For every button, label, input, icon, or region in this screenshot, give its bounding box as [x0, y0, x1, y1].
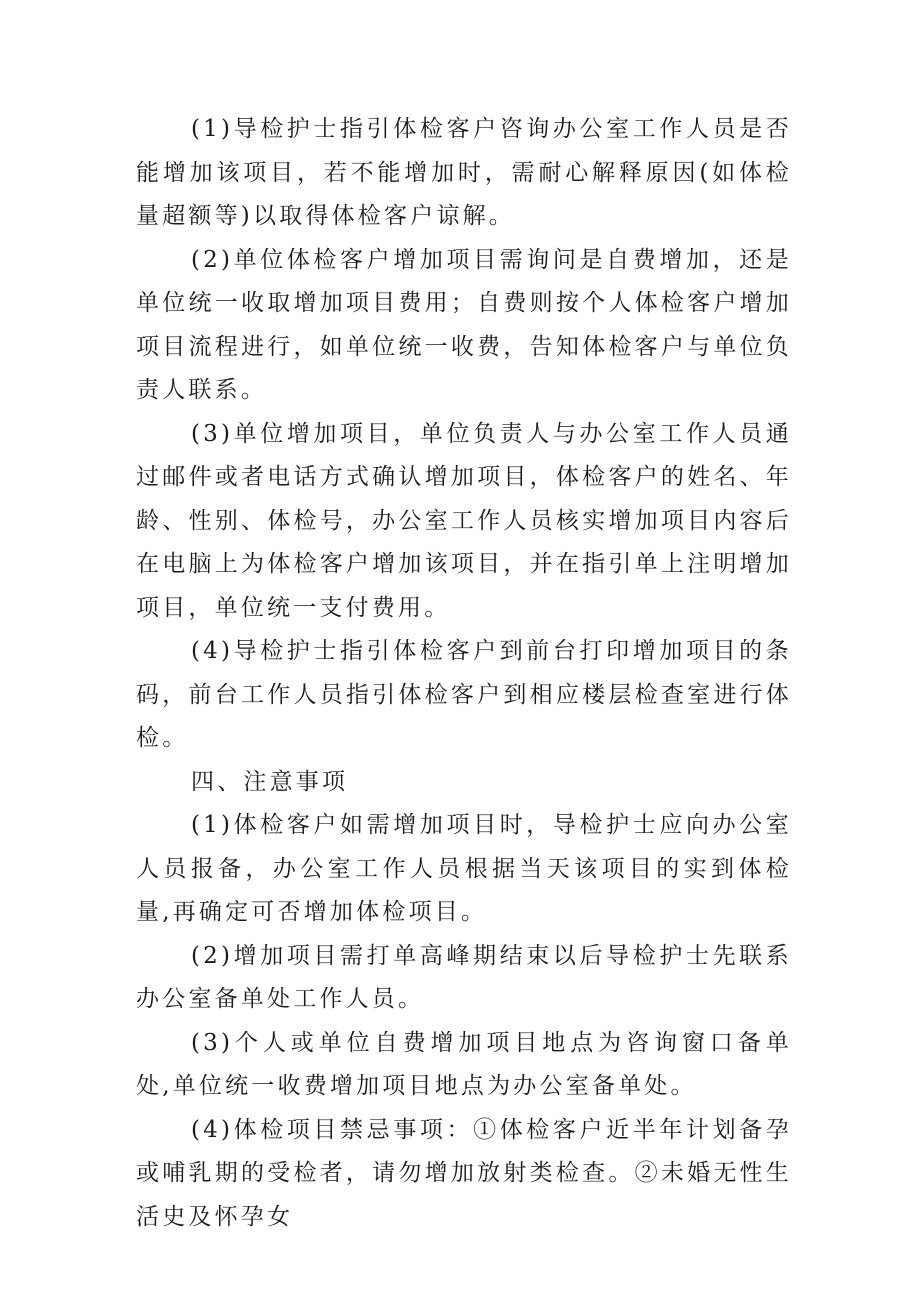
paragraph-3: (3)单位增加项目，单位负责人与办公室工作人员通过邮件或者电话方式确认增加项目，体检客户的姓名、年龄、性别、体检号，办公室工作人员核实增加项目内容后在电脑上为体检客户增加该项目，并在指引单上注明增加项目，单位统一支付费用。: [136, 420, 792, 621]
paragraph-4: (4)导检护士指引体检客户到前台打印增加项目的条码，前台工作人员指引体检客户到相应楼层检查室进行体检。: [136, 638, 792, 751]
note-paragraph-4: (4)体检项目禁忌事项：①体检客户近半年计划备孕或哺乳期的受检者，请勿增加放射类检查。②未婚无性生活史及怀孕女: [136, 1116, 792, 1230]
paragraph-2: (2)单位体检客户增加项目需询问是自费增加，还是单位统一收取增加项目费用；自费则按个人体检客户增加项目流程进行，如单位统一收费，告知体检客户与单位负责人联系。: [136, 246, 792, 403]
note-paragraph-2: (2)增加项目需打单高峰期结束以后导检护士先联系办公室备单处工作人员。: [136, 942, 792, 1012]
note-paragraph-1: (1)体检客户如需增加项目时，导检护士应向办公室人员报备，办公室工作人员根据当天该项目的实到体检量,再确定可否增加体检项目。: [136, 812, 792, 925]
paragraph-1: (1)导检护士指引体检客户咨询办公室工作人员是否能增加该项目，若不能增加时，需耐心解释原因(如体检量超额等)以取得体检客户谅解。: [136, 116, 792, 229]
note-paragraph-3: (3)个人或单位自费增加项目地点为咨询窗口备单处,单位统一收费增加项目地点为办公室备单处。: [136, 1029, 792, 1099]
section-heading: 四、注意事项: [191, 768, 349, 795]
document-body: [136, 108, 792, 1239]
